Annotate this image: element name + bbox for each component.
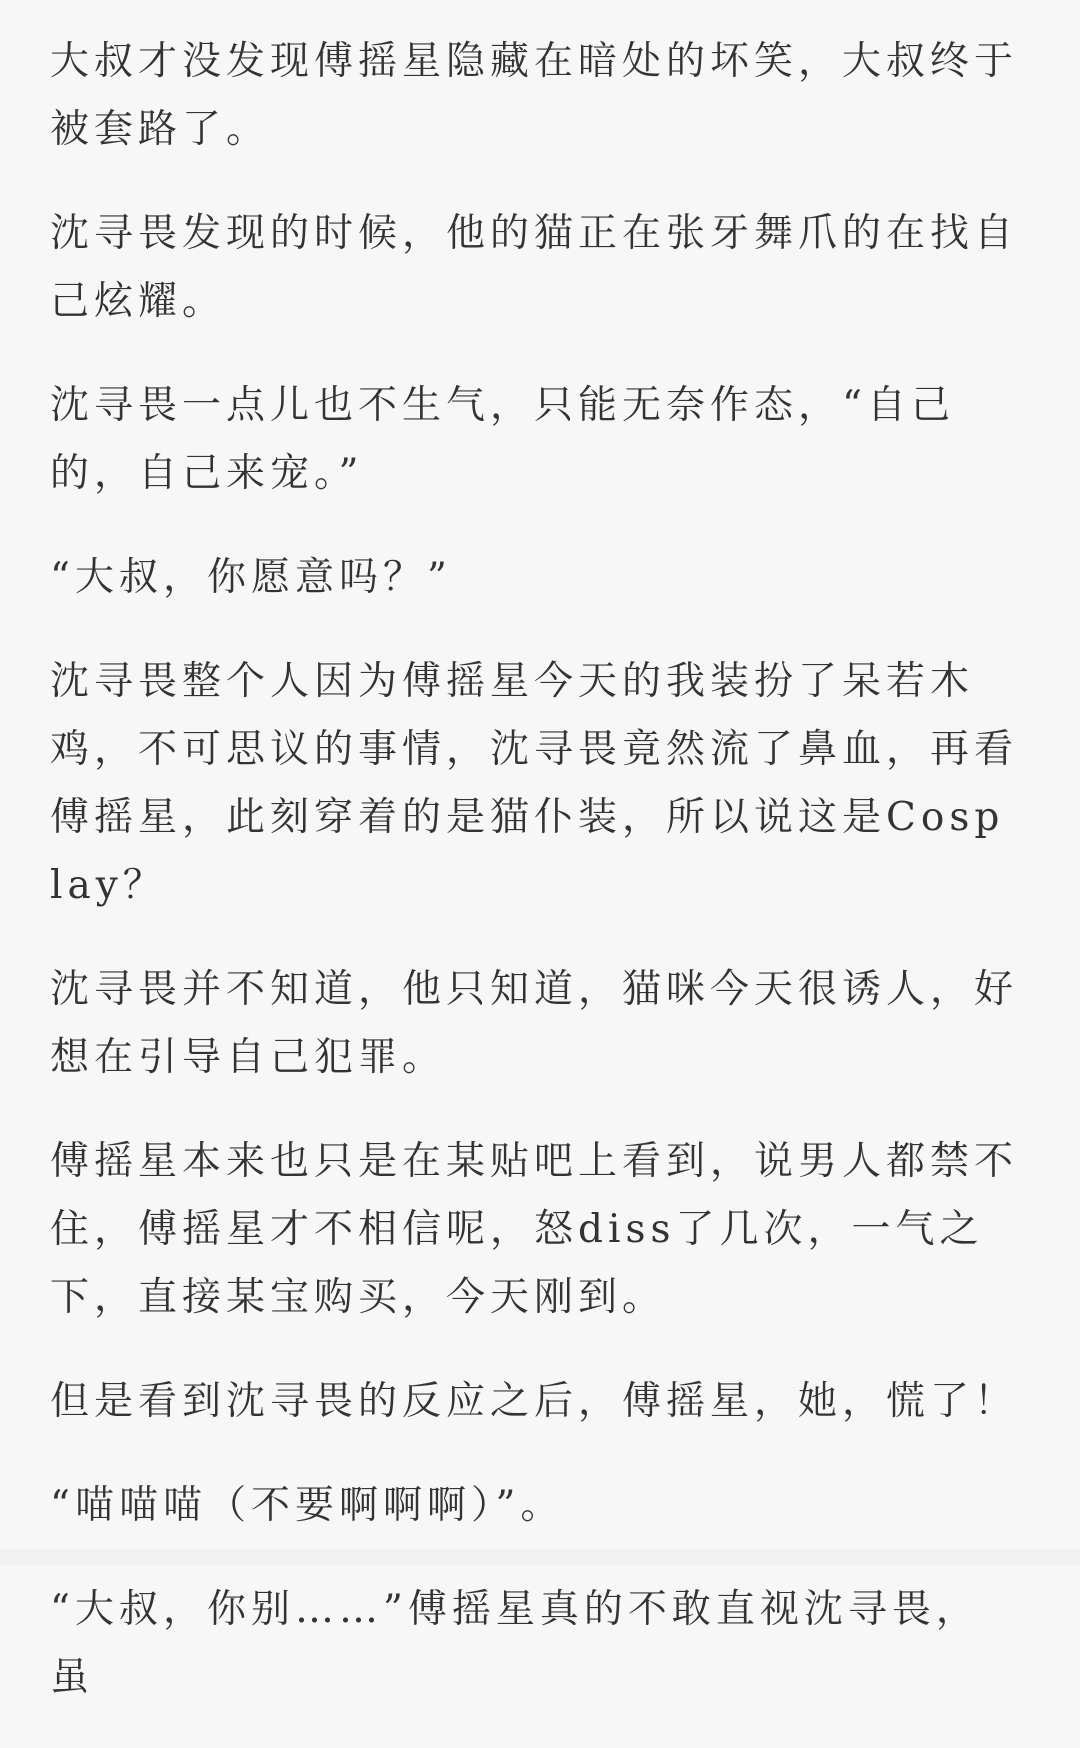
paragraph: 沈寻畏并不知道，他只知道，猫咪今天很诱人，好想在引导自己犯罪。 [50, 967, 1019, 1080]
paragraph: “大叔，你别……”傅摇星真的不敢直视沈寻畏，虽 [50, 1587, 980, 1700]
paragraph: “大叔，你愿意吗？” [50, 555, 452, 600]
paragraph: 沈寻畏整个人因为傅摇星今天的我装扮了呆若木鸡，不可思议的事情，沈寻畏竟然流了鼻血，再看傅摇星，此刻穿着的是猫仆装，所以说这是Cosplay？ [50, 659, 1019, 908]
bottom-edge [0, 1549, 1080, 1565]
paragraph: 傅摇星本来也只是在某贴吧上看到，说男人都禁不住，傅摇星才不相信呢，怒diss了几次，一气之下，直接某宝购买，今天刚到。 [50, 1139, 1019, 1320]
paragraph: 沈寻畏一点儿也不生气，只能无奈作态，“自己的，自己来宠。” [50, 383, 955, 496]
paragraph: 但是看到沈寻畏的反应之后，傅摇星，她，慌了！ [50, 1379, 1019, 1424]
paragraph: 沈寻畏发现的时候，他的猫正在张牙舞爪的在找自己炫耀。 [50, 211, 1019, 324]
paragraph: 大叔才没发现傅摇星隐藏在暗处的坏笑，大叔终于被套路了。 [50, 39, 1019, 152]
paragraph: “喵喵喵（不要啊啊啊）”。 [50, 1483, 565, 1528]
chapter-text [50, 28, 1020, 1748]
